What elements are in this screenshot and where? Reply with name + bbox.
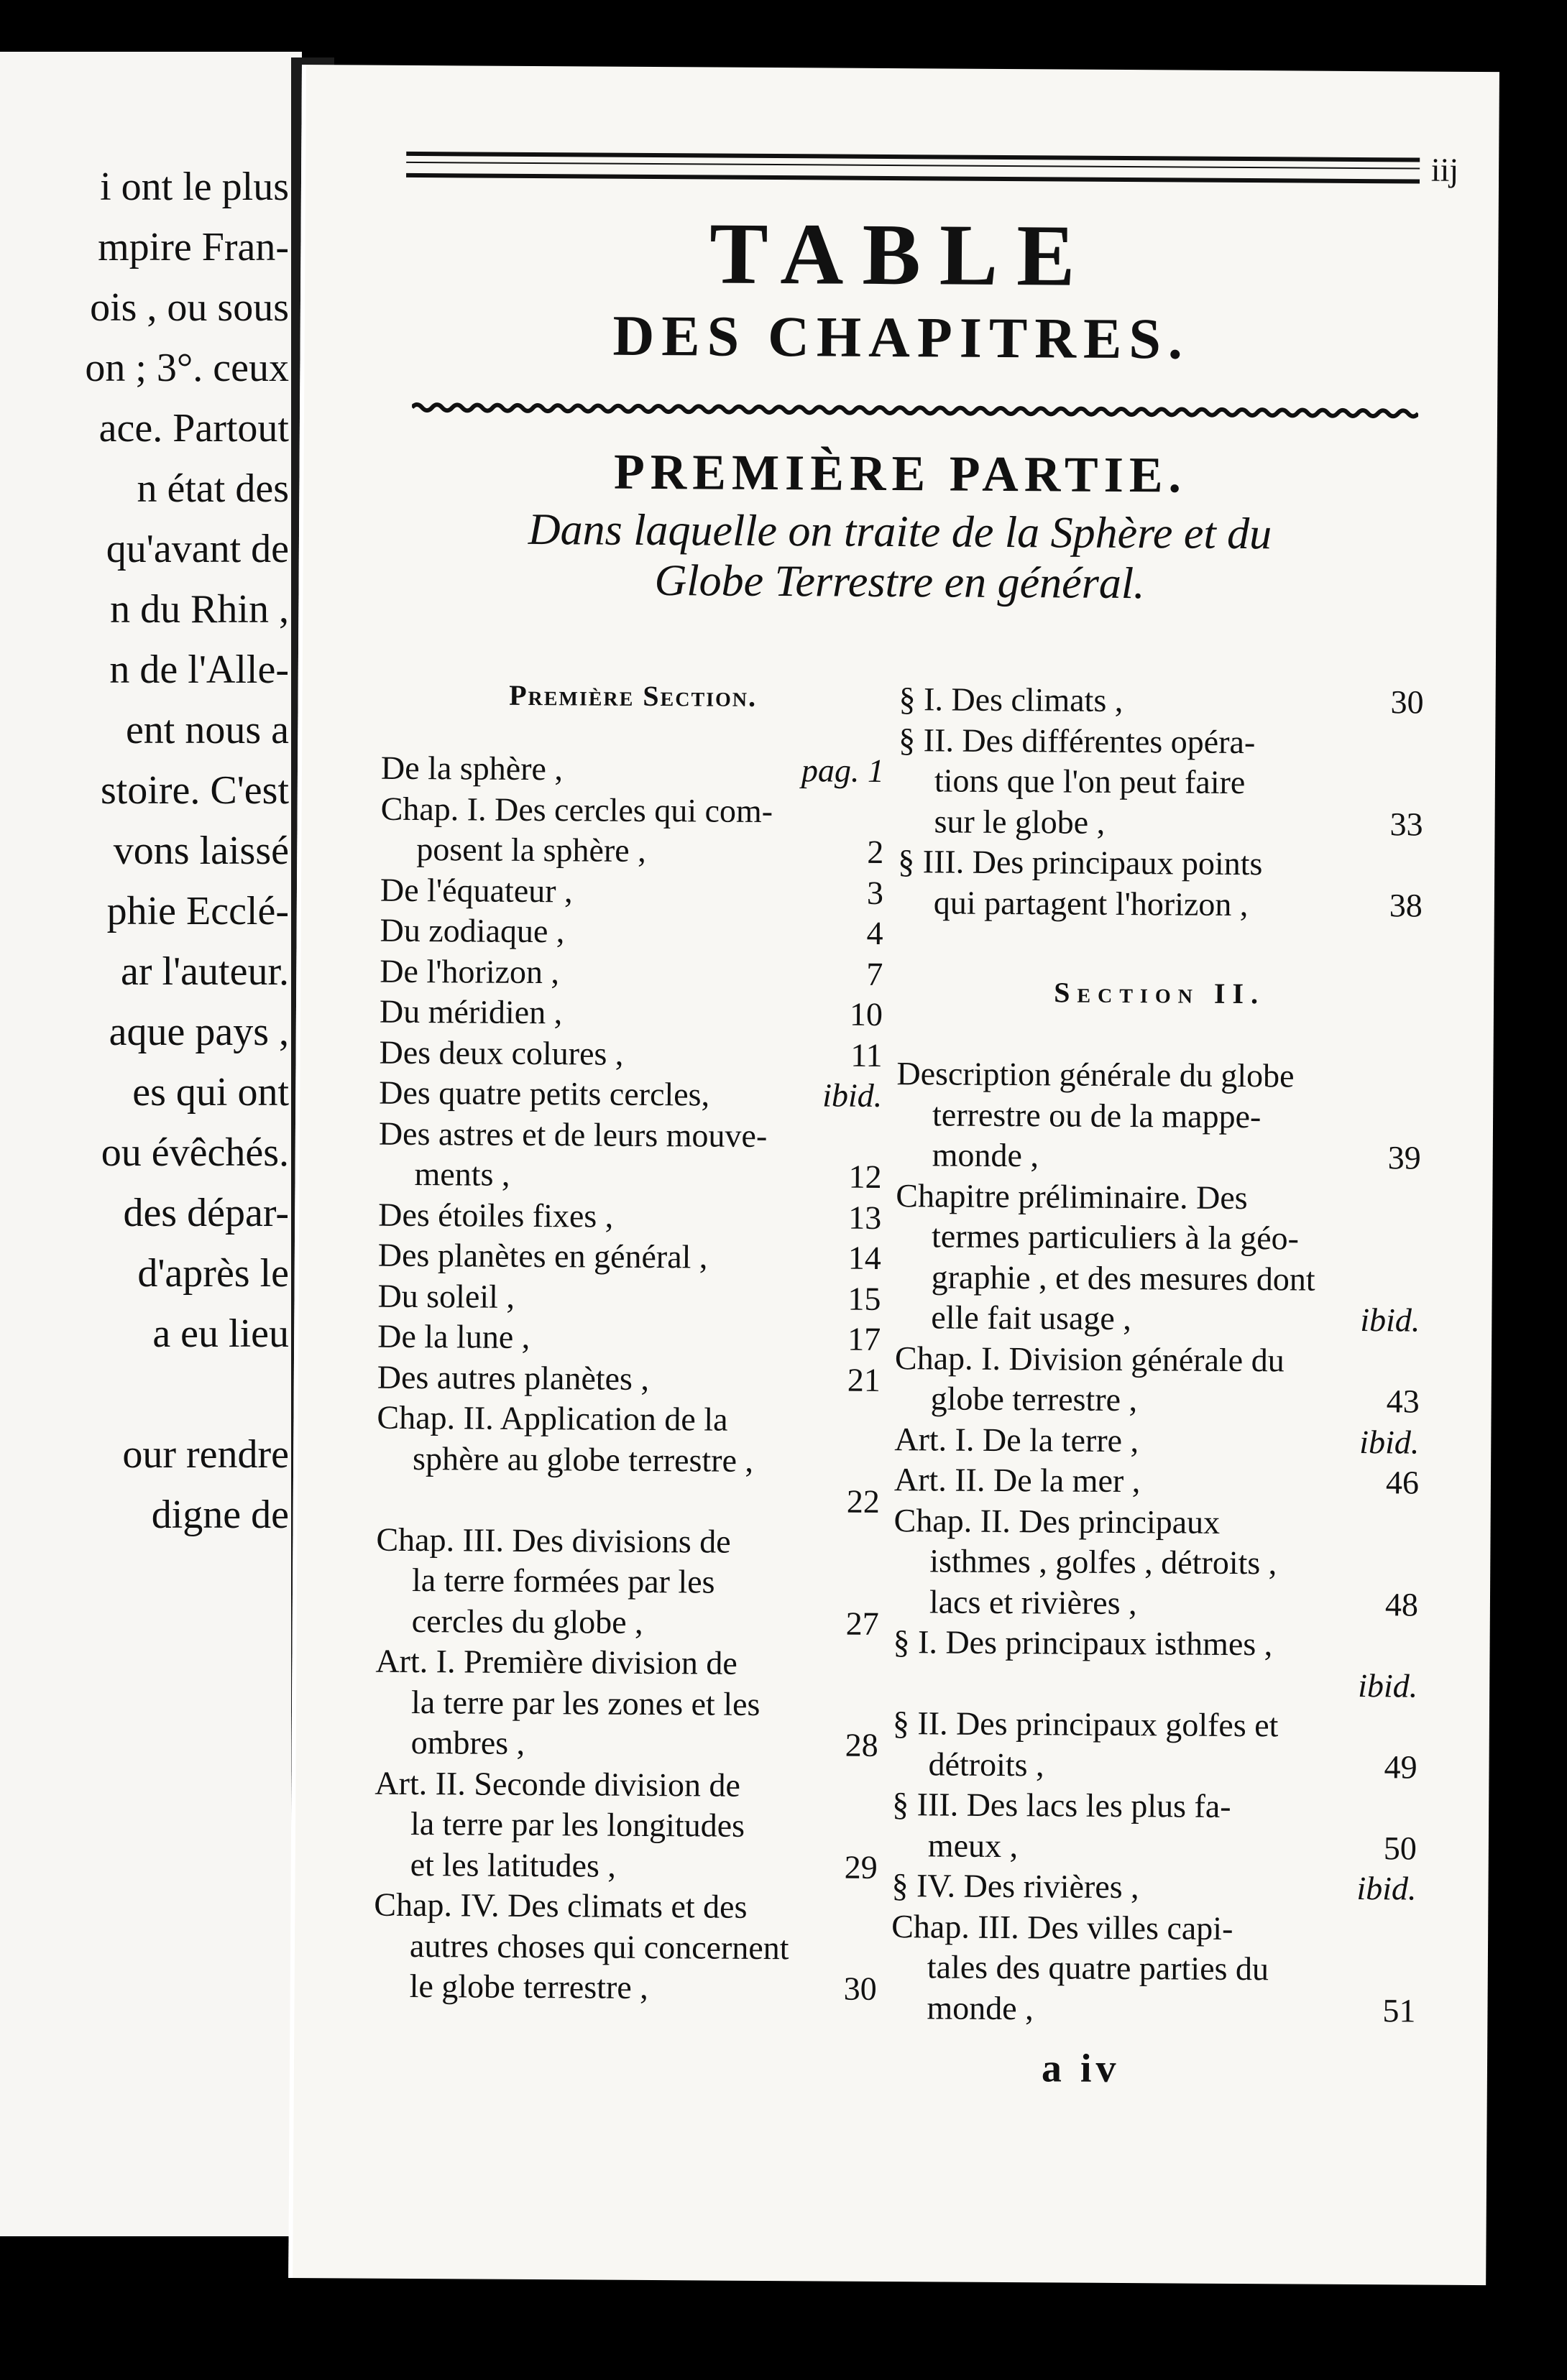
- entry-text: Chap. IV. Des climats et des: [374, 1886, 748, 1925]
- section-heading: Première Section.: [509, 678, 758, 713]
- contents-entry: [893, 1622, 1418, 1706]
- entry-list: [373, 748, 884, 2010]
- entry-line: [894, 1459, 1419, 1503]
- entry-text: Chapitre préliminaire. Des: [896, 1176, 1248, 1216]
- contents-entry: [892, 1703, 1417, 1787]
- entry-text: monde ,: [927, 1988, 1034, 2026]
- entry-line: [896, 1053, 1421, 1097]
- entry-line: [893, 1582, 1418, 1625]
- entry-line: [378, 1154, 881, 1198]
- entry-text: terrestre ou de la mappe-: [932, 1095, 1262, 1135]
- entry-text: la terre formées par les: [411, 1561, 715, 1600]
- entry-text: De la sphère ,: [380, 749, 564, 788]
- contents-entry: [373, 1885, 877, 2010]
- entry-line: [899, 720, 1423, 764]
- contents-entry: [892, 1784, 1417, 1868]
- contents-entry: [380, 992, 883, 1036]
- contents-entry: [379, 1073, 882, 1117]
- entry-line: [380, 870, 883, 913]
- entry-text: Des étoiles fixes ,: [378, 1196, 614, 1235]
- entry-line: [377, 1276, 881, 1319]
- entry-page-number: 33: [1389, 805, 1423, 843]
- entry-text: § II. Des principaux golfes et: [892, 1705, 1279, 1744]
- entry-line: [373, 1966, 876, 2010]
- entry-text: ments ,: [414, 1155, 510, 1193]
- contents-entry: [896, 1053, 1422, 1179]
- facing-page-line: our rendre: [122, 1432, 289, 1477]
- facing-page-line: aque pays ,: [109, 1010, 289, 1054]
- entry-line: [895, 1378, 1420, 1422]
- entry-text: Art. I. De la terre ,: [894, 1420, 1139, 1459]
- entry-text: Art. II. Seconde division de: [374, 1764, 740, 1804]
- contents-entry: [376, 1519, 880, 1644]
- entry-page-number: ibid.: [822, 1076, 883, 1114]
- entry-text: monde ,: [932, 1136, 1039, 1174]
- entry-line: [898, 882, 1423, 926]
- entry-text: la terre par les longitudes: [410, 1804, 745, 1844]
- entry-text: globe terrestre ,: [930, 1380, 1138, 1419]
- facing-page-line: n du Rhin ,: [110, 587, 289, 632]
- entry-page-number: 14: [847, 1239, 882, 1276]
- facing-page-line: qu'avant de: [106, 527, 289, 571]
- entry-line: [895, 1297, 1420, 1341]
- entry-line: [380, 992, 883, 1036]
- entry-line: [377, 1357, 881, 1401]
- entry-line: [899, 760, 1423, 804]
- contents-entry: [377, 1357, 881, 1401]
- entry-line: [374, 1804, 878, 1848]
- entry-line: [379, 1073, 882, 1117]
- contents-entry: [375, 1641, 879, 1766]
- entry-line: [893, 1500, 1418, 1544]
- entry-list: [898, 679, 1424, 926]
- entry-text: [929, 1663, 1349, 1706]
- entry-text: elle fait usage ,: [931, 1299, 1131, 1337]
- entry-line: [380, 951, 883, 995]
- facing-page-line: ent nous a: [125, 708, 289, 752]
- table-page: [288, 65, 1499, 2285]
- page-number: iij: [1430, 151, 1459, 188]
- entry-line: [892, 1825, 1417, 1869]
- entry-text: § III. Des principaux points: [898, 843, 1263, 882]
- entry-text: graphie , et des mesures dont: [931, 1258, 1315, 1298]
- entry-text: [413, 1479, 838, 1522]
- entry-text: et les latitudes ,: [410, 1845, 617, 1884]
- contents-entry: [899, 679, 1423, 723]
- entry-text: Du zodiaque ,: [380, 911, 565, 950]
- facing-page-line: digne de: [151, 1493, 289, 1537]
- entry-line: [891, 1988, 1415, 2031]
- entry-line: [892, 1744, 1417, 1788]
- entry-text: sur le globe ,: [934, 802, 1106, 841]
- wavy-rule: [412, 400, 1418, 422]
- entry-text: § IV. Des rivières ,: [891, 1867, 1139, 1906]
- entry-text: ombres ,: [410, 1723, 525, 1761]
- contents-entry: [898, 841, 1423, 926]
- entry-text: Du soleil ,: [377, 1277, 515, 1315]
- facing-page-line: ar l'auteur.: [121, 949, 289, 994]
- entry-page-number: ibid.: [1360, 1301, 1420, 1339]
- entry-page-number: 28: [845, 1726, 878, 1763]
- page-title: TABLE: [709, 205, 1095, 305]
- contents-entry: [380, 870, 883, 913]
- facing-page-line: es qui ont: [132, 1070, 289, 1115]
- facing-page-line: ois , ou sous: [90, 285, 289, 330]
- part-description: [303, 503, 1497, 611]
- entry-line: [896, 1135, 1421, 1179]
- entry-line: [374, 1763, 878, 1807]
- contents-entry: [898, 720, 1423, 845]
- entry-line: [374, 1844, 878, 1888]
- entry-text: Chap. I. Des cercles qui com-: [380, 790, 773, 829]
- section-heading: Section II.: [1054, 976, 1266, 1010]
- contents-entry: [379, 1032, 882, 1076]
- entry-line: [374, 1885, 877, 1929]
- entry-text: Des planètes en général ,: [377, 1236, 708, 1276]
- facing-page-line: mpire Fran-: [98, 225, 289, 269]
- entry-text: lacs et rivières ,: [929, 1582, 1137, 1621]
- entry-page-number: 10: [849, 995, 883, 1033]
- entry-line: [893, 1703, 1417, 1747]
- facing-page-line: a eu lieu: [152, 1311, 289, 1356]
- entry-page-number: ibid.: [1356, 1870, 1417, 1907]
- entry-text: § III. Des lacs les plus fa-: [892, 1786, 1231, 1825]
- entry-line: [377, 1479, 880, 1523]
- part-heading: PREMIÈRE PARTIE.: [613, 444, 1187, 504]
- contents-entry: [893, 1500, 1419, 1625]
- entry-line: [381, 788, 884, 832]
- entry-page-number: 4: [866, 914, 883, 951]
- entry-page-number: 21: [847, 1361, 881, 1398]
- entry-line: [898, 801, 1423, 845]
- contents-entry: [380, 910, 883, 954]
- entry-line: [894, 1419, 1419, 1463]
- facing-page: [0, 52, 302, 2236]
- contents-entry: [380, 788, 884, 872]
- entry-text: qui partagent l'horizon ,: [933, 883, 1249, 923]
- contents-entry: [374, 1763, 878, 1888]
- entry-page-number: 11: [850, 1036, 883, 1074]
- entry-page-number: 15: [847, 1280, 881, 1317]
- entry-line: [375, 1641, 878, 1685]
- facing-page-line: ou évêchés.: [101, 1130, 289, 1175]
- entry-page-number: 48: [1384, 1585, 1419, 1623]
- entry-text: tales des quatre parties du: [927, 1948, 1269, 1988]
- entry-page-number: ibid.: [1358, 1666, 1418, 1705]
- entry-line: [896, 1257, 1420, 1301]
- entry-line: [899, 679, 1423, 723]
- entry-text: § I. Des principaux isthmes ,: [893, 1623, 1273, 1663]
- entry-line: [374, 1925, 877, 1969]
- signature-mark: a iv: [1041, 2046, 1121, 2092]
- contents-entry: [891, 1865, 1416, 1909]
- entry-page-number: ibid.: [1359, 1423, 1420, 1461]
- contents-column-left: [373, 676, 884, 2010]
- entry-line: [375, 1722, 878, 1766]
- entry-line: [895, 1338, 1420, 1382]
- entry-line: [896, 1094, 1421, 1138]
- entry-page-number: 30: [843, 1970, 877, 2007]
- entry-page-number: 43: [1386, 1383, 1420, 1420]
- contents-entry: [895, 1176, 1420, 1341]
- entry-page-number: 13: [848, 1199, 882, 1236]
- facing-page-line: i ont le plus: [100, 165, 289, 209]
- entry-text: Chap. II. Des principaux: [893, 1501, 1221, 1541]
- entry-page-number: 46: [1385, 1464, 1420, 1501]
- facing-page-line: n de l'Alle-: [109, 647, 289, 692]
- entry-line: [378, 1194, 881, 1238]
- entry-line: [378, 1235, 881, 1279]
- contents-entry: [895, 1338, 1420, 1422]
- entry-page-number: 30: [1390, 683, 1424, 721]
- entry-line: [381, 748, 884, 792]
- part-description-line: Globe Terrestre en général.: [654, 556, 1145, 609]
- contents-entry: [377, 1398, 881, 1523]
- entry-text: cercles du globe ,: [411, 1602, 643, 1641]
- contents-entry: [894, 1459, 1419, 1503]
- top-rule: [406, 152, 1420, 184]
- entry-page-number: 29: [844, 1848, 878, 1886]
- entry-line: [896, 1216, 1420, 1260]
- entry-page-number: 27: [845, 1605, 879, 1642]
- contents-entry: [377, 1276, 881, 1319]
- entry-text: la terre par les zones et les: [410, 1683, 760, 1722]
- entry-line: [377, 1438, 880, 1482]
- entry-line: [376, 1600, 879, 1644]
- entry-line: [893, 1663, 1417, 1707]
- entry-text: Art. II. De la mer ,: [893, 1461, 1141, 1500]
- entry-page-number: 12: [848, 1158, 882, 1195]
- entry-line: [898, 841, 1423, 885]
- entry-line: [891, 1947, 1416, 1991]
- entry-line: [893, 1622, 1417, 1666]
- entry-line: [893, 1541, 1418, 1585]
- entry-text: termes particuliers à la géo-: [931, 1217, 1300, 1257]
- entry-text: sphère au globe terrestre ,: [413, 1439, 754, 1479]
- entry-list: [891, 1053, 1421, 2031]
- entry-line: [891, 1906, 1416, 1950]
- entry-text: De la lune ,: [377, 1317, 530, 1355]
- entry-page-number: 7: [866, 955, 883, 992]
- part-description-line: Dans laquelle on traite de la Sphère et du: [528, 504, 1272, 559]
- entry-page-number: 2: [867, 833, 884, 870]
- entry-text: Des autres planètes ,: [377, 1358, 650, 1397]
- entry-line: [379, 1032, 882, 1076]
- entry-text: Description générale du globe: [896, 1055, 1295, 1094]
- entry-line: [376, 1560, 879, 1604]
- entry-line: [375, 1682, 878, 1725]
- facing-page-line: d'après le: [137, 1251, 289, 1296]
- contents-entry: [378, 1113, 882, 1197]
- contents-entry: [377, 1316, 881, 1360]
- entry-text: De l'horizon ,: [380, 952, 560, 990]
- facing-page-line: vons laissé: [113, 829, 289, 873]
- facing-page-line: des dépar-: [123, 1191, 289, 1235]
- entry-text: Du méridien ,: [379, 992, 563, 1031]
- entry-text: De l'équateur ,: [380, 871, 573, 909]
- contents-entry: [891, 1906, 1416, 2031]
- entry-text: Chap. II. Application de la: [377, 1398, 728, 1438]
- facing-page-line: n état des: [137, 466, 289, 511]
- contents-entry: [894, 1419, 1419, 1463]
- entry-line: [892, 1784, 1417, 1828]
- entry-text: tions que l'on peut faire: [934, 762, 1246, 801]
- entry-text: § I. Des climats ,: [899, 681, 1123, 719]
- entry-text: Art. I. Première division de: [375, 1642, 737, 1682]
- facing-page-line: ace. Partout: [98, 406, 289, 451]
- entry-page-number: pag. 1: [801, 752, 885, 789]
- entry-line: [891, 1865, 1416, 1909]
- entry-line: [376, 1519, 879, 1563]
- entry-text: meux ,: [927, 1826, 1019, 1864]
- entry-page-number: 3: [866, 874, 884, 911]
- page-subtitle: DES CHAPITRES.: [612, 304, 1190, 372]
- contents-column-right: [891, 679, 1423, 2031]
- entry-text: Des astres et de leurs mouve-: [378, 1115, 768, 1154]
- entry-text: Chap. III. Des divisions de: [376, 1521, 731, 1560]
- entry-text: autres choses qui concernent: [409, 1927, 789, 1966]
- entry-page-number: 50: [1383, 1829, 1417, 1867]
- entry-page-number: 39: [1387, 1139, 1421, 1176]
- entry-line: [380, 910, 883, 954]
- entry-page-number: 17: [847, 1320, 881, 1357]
- entry-line: [377, 1398, 880, 1442]
- entry-text: isthmes , golfes , détroits ,: [929, 1542, 1277, 1582]
- entry-line: [380, 829, 883, 873]
- entry-page-number: 22: [846, 1482, 880, 1520]
- contents-entry: [380, 951, 883, 995]
- facing-page-line: phie Ecclé-: [106, 889, 289, 933]
- entry-text: détroits ,: [928, 1745, 1044, 1783]
- entry-line: [377, 1316, 881, 1360]
- entry-text: Des quatre petits cercles,: [379, 1074, 710, 1113]
- contents-entry: [381, 748, 884, 792]
- facing-page-line: stoire. C'est: [100, 768, 289, 813]
- entry-page-number: 51: [1382, 1991, 1416, 2029]
- contents-entry: [378, 1194, 881, 1238]
- facing-page-line: on ; 3°. ceux: [85, 346, 289, 390]
- entry-line: [896, 1176, 1420, 1219]
- entry-text: Chap. III. Des villes capi-: [891, 1907, 1233, 1947]
- entry-text: posent la sphère ,: [416, 830, 646, 869]
- entry-page-number: 49: [1384, 1748, 1417, 1786]
- entry-line: [379, 1113, 882, 1157]
- entry-text: Des deux colures ,: [379, 1033, 624, 1072]
- entry-text: § II. Des différentes opéra-: [899, 721, 1256, 760]
- entry-page-number: 38: [1389, 886, 1423, 924]
- contents-entry: [378, 1235, 881, 1279]
- entry-text: le globe terrestre ,: [409, 1967, 648, 2006]
- entry-text: Chap. I. Division générale du: [894, 1339, 1285, 1378]
